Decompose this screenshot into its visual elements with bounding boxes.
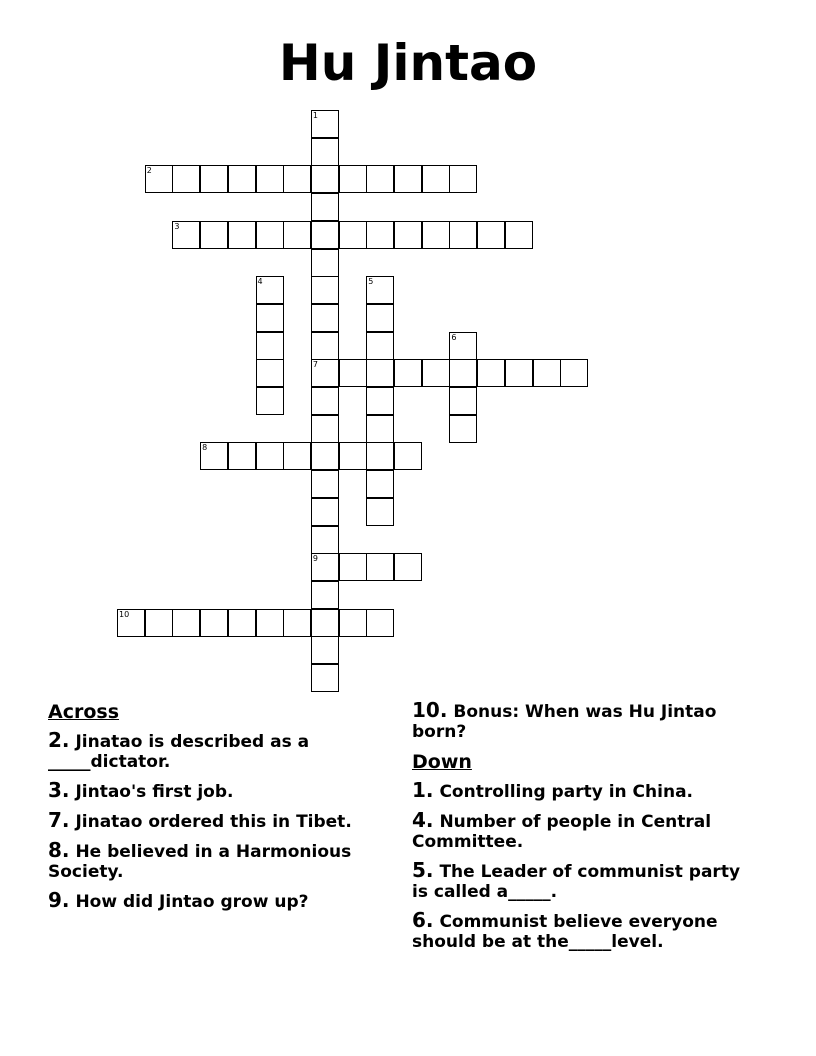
clue-text: The Leader of communist party is called a_____. (412, 862, 741, 902)
clue-down-4 (412, 810, 752, 852)
grid-cell[interactable] (311, 581, 339, 609)
clue-text: Jintao's first job. (75, 782, 234, 802)
clue-across-2 (48, 730, 378, 772)
grid-cell[interactable] (311, 359, 339, 387)
clues-left-column (48, 700, 378, 920)
grid-cell[interactable] (256, 332, 284, 360)
grid-cell[interactable] (422, 221, 450, 249)
grid-cell[interactable] (172, 609, 200, 637)
clue-number: 1. (412, 778, 434, 802)
grid-cell[interactable] (311, 636, 339, 664)
cell-number: 3 (174, 221, 180, 231)
grid-cell[interactable] (283, 165, 311, 193)
clue-across-7 (48, 810, 378, 832)
cell-number: 8 (202, 443, 208, 453)
grid-cell[interactable] (311, 609, 339, 637)
clues-right-column (412, 700, 752, 960)
clue-text: Number of people in Central Committee. (412, 812, 712, 852)
clue-across-3 (48, 780, 378, 802)
clue-number: 6. (412, 908, 434, 932)
grid-cell[interactable] (256, 304, 284, 332)
grid-cell[interactable] (311, 193, 339, 221)
grid-cell[interactable] (366, 553, 394, 581)
clue-text: Bonus: When was Hu Jintao born? (412, 702, 717, 742)
clue-text: He believed in a Harmonious Society. (48, 842, 352, 882)
clue-number: 10. (412, 698, 448, 722)
page-title: Hu Jintao (278, 34, 538, 92)
grid-cell[interactable] (200, 221, 228, 249)
clue-down-5 (412, 860, 752, 902)
grid-cell[interactable] (366, 609, 394, 637)
grid-cell[interactable] (311, 664, 339, 692)
clue-number: 9. (48, 888, 70, 912)
cell-number: 4 (257, 277, 263, 287)
grid-cell[interactable] (311, 498, 339, 526)
grid-cell[interactable] (505, 221, 533, 249)
clue-number: 8. (48, 838, 70, 862)
cell-number: 9 (312, 554, 318, 564)
clue-across-9 (48, 890, 378, 912)
grid-cell[interactable] (172, 165, 200, 193)
grid-cell[interactable] (449, 165, 477, 193)
grid-cell[interactable] (311, 276, 339, 304)
grid-cell[interactable] (311, 165, 339, 193)
grid-cell[interactable] (228, 609, 256, 637)
grid-cell[interactable] (228, 221, 256, 249)
grid-cell[interactable] (283, 221, 311, 249)
grid-cell[interactable] (172, 221, 200, 249)
clue-number: 2. (48, 728, 70, 752)
grid-cell[interactable] (256, 165, 284, 193)
grid-cell[interactable] (311, 304, 339, 332)
grid-cell[interactable] (366, 498, 394, 526)
grid-cell[interactable] (311, 332, 339, 360)
across-heading: Across (48, 701, 120, 723)
clue-number: 4. (412, 808, 434, 832)
grid-cell[interactable] (366, 387, 394, 415)
grid-cell[interactable] (228, 165, 256, 193)
clue-text: Jinatao ordered this in Tibet. (75, 812, 352, 832)
grid-cell[interactable] (283, 609, 311, 637)
cell-number: 1 (312, 111, 318, 120)
grid-cell[interactable] (311, 415, 339, 443)
grid-cell[interactable] (422, 165, 450, 193)
grid-cell[interactable] (533, 359, 561, 387)
grid-cell[interactable] (200, 165, 228, 193)
grid-cell[interactable] (145, 165, 173, 193)
grid-cell[interactable] (366, 165, 394, 193)
grid-cell[interactable] (449, 415, 477, 443)
grid-cell[interactable] (311, 110, 339, 138)
grid-cell[interactable] (339, 609, 367, 637)
grid-cell[interactable] (311, 553, 339, 581)
down-heading: Down (412, 751, 472, 773)
cell-number: 6 (451, 332, 457, 342)
cell-number: 7 (312, 360, 318, 370)
grid-cell[interactable] (560, 359, 588, 387)
grid-cell[interactable] (449, 332, 477, 360)
grid-cell[interactable] (228, 442, 256, 470)
clue-text: Jinatao is described as a _____dictator. (48, 732, 310, 772)
grid-cell[interactable] (449, 387, 477, 415)
clue-text: Controlling party in China. (439, 782, 693, 802)
grid-cell[interactable] (256, 221, 284, 249)
grid-cell[interactable] (366, 470, 394, 498)
grid-cell[interactable] (366, 276, 394, 304)
clue-number: 7. (48, 808, 70, 832)
grid-cell[interactable] (477, 359, 505, 387)
grid-cell[interactable] (366, 332, 394, 360)
grid-cell[interactable] (311, 221, 339, 249)
grid-cell[interactable] (422, 359, 450, 387)
grid-cell[interactable] (311, 470, 339, 498)
grid-cell[interactable] (366, 359, 394, 387)
grid-cell[interactable] (449, 221, 477, 249)
clue-text: Communist believe everyone should be at the_____level. (412, 912, 718, 952)
grid-cell[interactable] (283, 442, 311, 470)
grid-cell[interactable] (366, 221, 394, 249)
grid-cell[interactable] (256, 276, 284, 304)
grid-cell[interactable] (256, 609, 284, 637)
grid-cell[interactable] (394, 165, 422, 193)
grid-cell[interactable] (366, 415, 394, 443)
grid-cell[interactable] (200, 442, 228, 470)
grid-cell[interactable] (366, 442, 394, 470)
clue-down-1 (412, 780, 752, 802)
clue-across-10 (412, 700, 752, 742)
cell-number: 10 (119, 609, 130, 619)
grid-cell[interactable] (394, 359, 422, 387)
grid-cell[interactable] (200, 609, 228, 637)
grid-cell[interactable] (117, 609, 145, 637)
clue-down-6 (412, 910, 752, 952)
grid-cell[interactable] (339, 442, 367, 470)
cell-number: 5 (368, 277, 374, 287)
grid-cell[interactable] (311, 526, 339, 554)
grid-cell[interactable] (145, 609, 173, 637)
grid-cell[interactable] (311, 138, 339, 166)
grid-cell[interactable] (449, 359, 477, 387)
grid-cell[interactable] (394, 221, 422, 249)
clue-across-8 (48, 840, 378, 882)
grid-cell[interactable] (256, 442, 284, 470)
grid-cell[interactable] (311, 442, 339, 470)
grid-cell[interactable] (339, 221, 367, 249)
grid-cell[interactable] (256, 387, 284, 415)
grid-cell[interactable] (339, 553, 367, 581)
grid-cell[interactable] (366, 304, 394, 332)
grid-cell[interactable] (477, 221, 505, 249)
cell-number: 2 (146, 166, 152, 176)
grid-cell[interactable] (339, 359, 367, 387)
grid-cell[interactable] (311, 387, 339, 415)
grid-cell[interactable] (394, 442, 422, 470)
clue-number: 5. (412, 858, 434, 882)
grid-cell[interactable] (311, 249, 339, 277)
clue-number: 3. (48, 778, 70, 802)
clue-text: How did Jintao grow up? (75, 892, 309, 912)
grid-cell[interactable] (505, 359, 533, 387)
grid-cell[interactable] (394, 553, 422, 581)
grid-cell[interactable] (256, 359, 284, 387)
grid-cell[interactable] (339, 165, 367, 193)
